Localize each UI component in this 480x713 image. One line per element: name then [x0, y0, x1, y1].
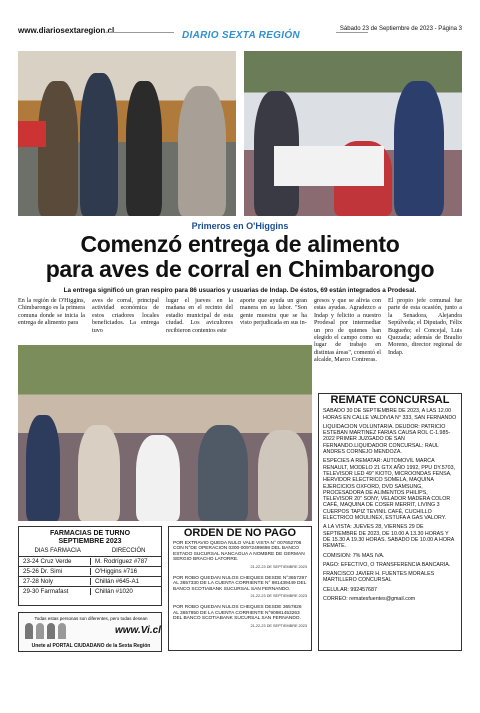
remate-items: ESPECIES A REMATAR: AUTOMOVIL MARCA RENAULT, MODELO 21 GTX AÑO 1992, PPU DY.5703, TELEVISOR LED 49" KIOTO, MICROONDAS FENSA, HERVIDOR ELECTRICO SOMELA, MAQUINA EJERCICIOS OXFORD, DVD SAMSUNG, PROCESADORA DE ALIMENTOS PHILIPS, TELEVISOR 20" SONY, VELADOR MADERA COLOR CAFÉ, MAQUINA DE COSER MERRIT, LIVING 3 CUERPOS TAPIZ TEVINIL CAFÉ, CUCHILLO ELECTRICO MOULINEX, ESTUFA A GAS VALORY. — [323, 458, 455, 522]
orden-notice-2: POR ROBO QUEDAN NULOS CHEQUES DESDE N°3657297 AL 3657330 DE LA CUENTA CORRIENTE N° 981439449 DEL BANCO SCOTIABANK SUCURSAL SAN FERNANDO. — [173, 575, 307, 592]
remate-viewing: A LA VISTA: JUEVES 28, VIERNES 29 DE SEPTIEMBRE DE 2023, DE 10.00 A 13.30 HORAS Y DE 15.30 A 19.30 HORAS. SABADO DE 10.00 A HORA REMATE. — [323, 524, 455, 550]
portal-ad[interactable] — [18, 612, 162, 652]
remate-case: LIQUIDACION VOLUNTARIA. DEUDOR: PATRICIO ESTEBAN MARTINEZ FARIAS CAUSA ROL C-1.985-2022 PRIMER JUZGADO DE SAN FERNANDO.LIQUIDADOR CONCURSAL: RAUL ANDRES CORNEJO MENDOZA. — [323, 423, 451, 456]
orden-ref-2: 21-22-23 DE SEPTIEMBRE 2023 — [250, 594, 307, 599]
table-row — [19, 576, 161, 586]
article-column-6: El propio jefe comunal fue parte de esta ocasión, junto a la Senadora, Alejandra Sepúlveda; el Diputado, Félix Bugueño; el Concejal, Luis Quezada; además de Braulio Moreno, director regional de Indap. — [388, 298, 462, 356]
page-header — [18, 24, 462, 40]
remate-email[interactable]: CORREO: rematesfuentes@gmail.com — [323, 596, 416, 603]
remate-when: SABADO 30 DE SEPTIEMBRE DE 2023, A LAS 12.00 HORAS EN CALLE VALDIVIA N° 333, SAN FERNANDO — [323, 408, 457, 421]
col-direccion: DIRECCIÓN — [111, 548, 146, 554]
article-kicker: Primeros en O'Higgins — [191, 221, 289, 231]
article-column-3: lugar el jueves en la mañana en el recinto del estadio municipal de esta ciudad. Los avicultores recibieron contentos este — [166, 298, 233, 334]
remate-phone: CELULAR: 992457687 — [323, 586, 377, 593]
ad-line-1: Todas estas personas son diferentes, pero todas desean — [34, 616, 148, 621]
remate-auctioneer: FRANCISCO JAVIER H. FUENTES MORALES MARTILLERO CONCURSAL — [323, 571, 435, 584]
article-column-1: En la región de O'Higgins, Chimbarongo es la primera comuna donde se inicia la entrega de alimento para — [18, 298, 85, 327]
farmacias-title — [19, 527, 161, 546]
row-dir: M. Rodríguez #787 — [90, 558, 161, 565]
headline-line-1: Comenzó entrega de alimento — [80, 231, 400, 257]
table-row — [19, 556, 161, 566]
article-headline — [18, 232, 462, 282]
row-dias: 27-28 Noly — [23, 578, 53, 585]
photo-crowd — [18, 345, 312, 521]
table-row — [19, 566, 161, 576]
photo-delivery — [244, 51, 462, 216]
row-dir: Chillán #645-A1 — [90, 578, 161, 585]
date-page: Sábado 23 de Septiembre de 2023 - Página 3 — [339, 26, 462, 32]
remate-commission: COMISION: 7% MAS IVA. — [323, 552, 385, 559]
orden-ref-1: 21-22-23 DE SEPTIEMBRE 2023 — [250, 564, 307, 569]
site-url[interactable]: www.diariosextaregion.cl — [18, 26, 115, 35]
row-dias: 25-26 Dr. Simi — [23, 568, 63, 575]
table-row — [19, 586, 161, 596]
ad-url[interactable]: www.Vi.cl — [115, 625, 161, 636]
article-column-2: aves de corral, principal actividad económica de estos criadores locales beneficiados. La entrega tuvo — [92, 298, 159, 334]
article-column-5: gresos y que se alivia con estas ayudas. Agradezco a Indap y felicito a nuestro Prodesal por intermediar un pro de quienes han elegido el campo como su lugar de trabajo en distintas áreas", comentó el alcalde, Marco Contreras. — [314, 298, 381, 364]
farmacias-title-1: FARMACIAS DE TURNO — [49, 530, 131, 537]
headline-line-2: para aves de corral en Chimbarongo — [45, 256, 435, 282]
header-rule — [106, 32, 174, 33]
header-rule — [336, 32, 368, 33]
remate-notice — [318, 393, 462, 651]
farmacias-box — [18, 526, 162, 606]
orden-ref-3: 21-22-23 DE SEPTIEMBRE 2023 — [250, 623, 307, 628]
people-icon — [25, 623, 85, 639]
article-lede: La entrega significó un gran respiro para 86 usuarios y usuarias de Indap. De éstos, 69 están integrados a Prodesal. — [63, 287, 417, 294]
farmacias-header — [19, 548, 161, 554]
photo-ceremony — [18, 51, 236, 216]
orden-no-pago — [168, 526, 312, 651]
orden-title: ORDEN DE NO PAGO — [183, 527, 297, 539]
remate-payment: PAGO: EFECTIVO, O TRANSFERENCIA BANCARIA. — [323, 561, 451, 568]
row-dir: O'Higgins #716 — [90, 568, 161, 575]
newspaper-brand: DIARIO SEXTA REGIÓN — [182, 30, 300, 41]
row-dias: 29-30 Farmafast — [23, 588, 69, 595]
row-dir: Chillán #1020 — [90, 588, 161, 595]
remate-title: REMATE CONCURSAL — [330, 394, 450, 406]
orden-notice-1: POR EXTRAVIO QUEDA NULO VALE VISTA N° 007652706 CON N°DE OPERACION 0300-009?2499698 DEL BANCO ESTADO SUCURSAL NANCAGUA A NOMBRE DE GERMAN SERGIO BRACHO LATORRE. — [173, 540, 305, 563]
col-dias: DIAS FARMACIA — [34, 548, 81, 554]
article-column-4: aporte que ayuda un gran manera en su labor. "Son gente muestra que se ha visto perjudicada en sus in- — [240, 298, 307, 327]
farmacias-title-2: SEPTIEMBRE 2023 — [58, 538, 122, 545]
orden-notice-3: POR ROBO QUEDAN NULOS CHEQUES DESDE 3657826 AL 3657850 DE LA CUENTA CORRIENTE N°90981453263 DEL BANCO SCOTIABANK SUCURSAL SAN FERNANDO. — [173, 604, 302, 622]
row-dias: 23-24 Cruz Verde — [23, 558, 72, 565]
ad-line-2: Unete al PORTAL CIUDADANO de la Sexta Región — [31, 643, 151, 649]
